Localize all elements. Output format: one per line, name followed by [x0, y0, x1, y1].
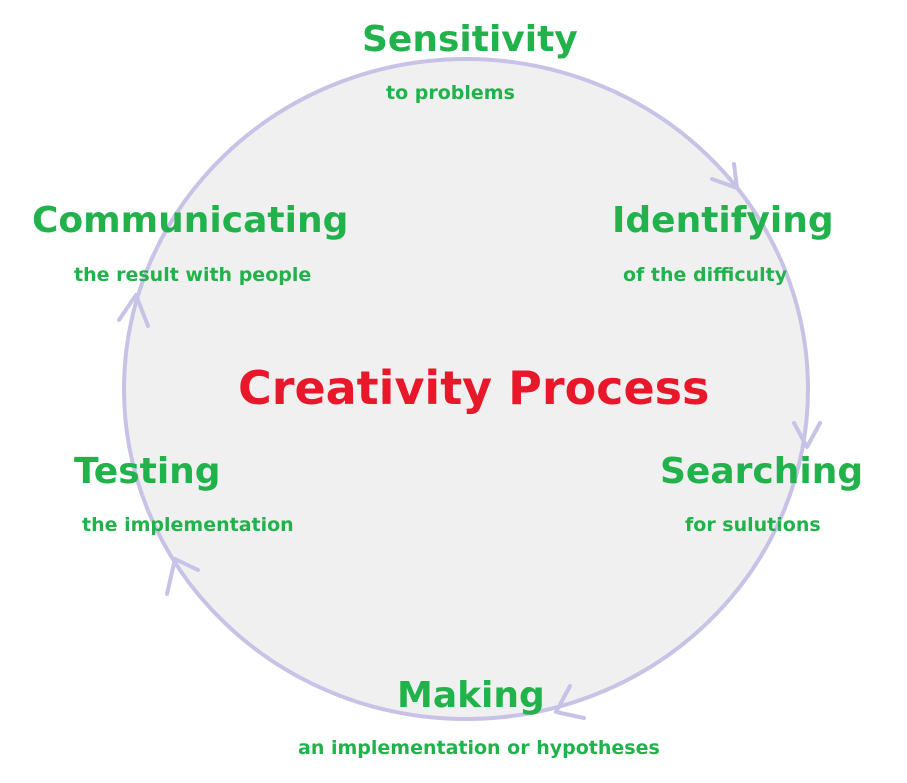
stage-title-testing: Testing — [74, 451, 221, 492]
center-title: Creativity Process — [238, 361, 710, 415]
stage-title-searching: Searching — [660, 451, 864, 492]
stage-subtitle-sensitivity: to problems — [386, 82, 515, 104]
stage-subtitle-testing: the implementation — [82, 514, 294, 536]
stage-title-sensitivity: Sensitivity — [362, 19, 578, 60]
stage-title-making: Making — [397, 675, 545, 716]
stage-title-identifying: Identifying — [612, 200, 834, 241]
stage-subtitle-communicating: the result with people — [74, 264, 312, 286]
stage-subtitle-searching: for sulutions — [685, 514, 821, 536]
stage-subtitle-identifying: of the difficulty — [623, 264, 788, 286]
stage-subtitle-making: an implementation or hypotheses — [298, 737, 660, 759]
stage-title-communicating: Communicating — [32, 200, 349, 241]
